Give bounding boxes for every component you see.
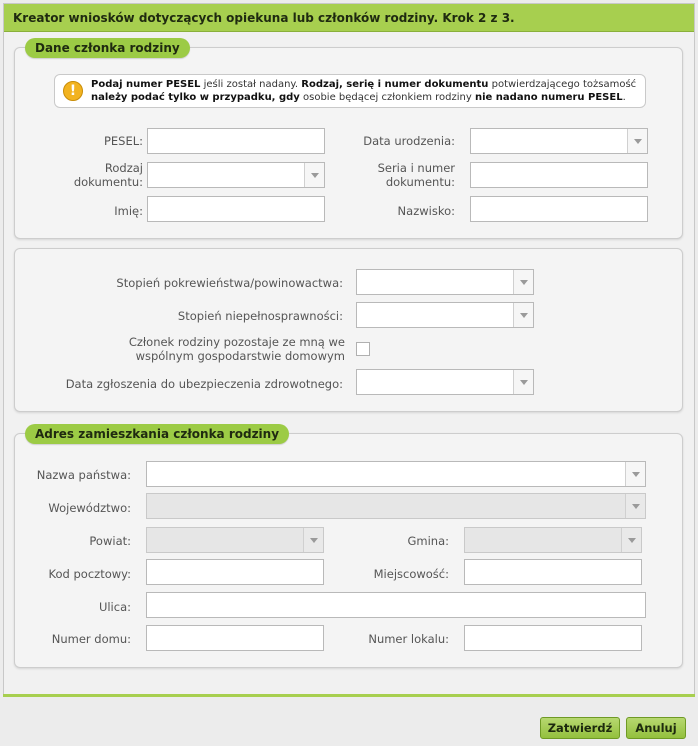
voivodeship-label: Województwo: [48, 501, 131, 515]
flat-number-label: Numer lokalu: [368, 632, 449, 646]
city-label: Miejscowość: [373, 567, 449, 581]
family-relation-panel [14, 248, 683, 412]
commune-label: Gmina: [407, 534, 449, 548]
birth-date-label: Data urodzenia: [363, 134, 455, 148]
street-label: Ulica: [98, 600, 131, 614]
address-legend: Adres zamieszkania członka rodziny [25, 424, 289, 444]
birth-date-select[interactable] [470, 128, 648, 154]
family-member-data-panel [14, 41, 683, 239]
last-name-label: Nazwisko: [397, 204, 455, 218]
document-type-select[interactable] [147, 162, 325, 188]
country-label: Nazwa państwa: [36, 468, 131, 482]
chevron-down-icon[interactable] [513, 270, 533, 294]
chevron-down-icon[interactable] [625, 462, 645, 486]
country-select[interactable] [146, 461, 646, 487]
notice-part: osobie będącej członkiem rodziny [299, 92, 475, 103]
document-type-label: Rodzaj dokumentu: [73, 161, 143, 189]
disability-label: Stopień niepełnosprawności: [177, 309, 343, 323]
first-name-label: Imię: [114, 204, 143, 218]
wizard-title: Kreator wniosków dotyczących opiekuna lub członków rodziny. Krok 2 z 3. [4, 4, 694, 32]
pesel-notice [54, 74, 646, 108]
street-input[interactable] [146, 592, 646, 618]
insurance-date-select[interactable] [356, 369, 534, 395]
warning-icon: ! [63, 81, 83, 101]
insurance-date-label: Data zgłoszenia do ubezpieczenia zdrowotnego: [65, 377, 343, 391]
family-member-data-legend: Dane członka rodziny [25, 38, 190, 58]
chevron-down-icon[interactable] [513, 303, 533, 327]
household-label: Członek rodziny pozostaje ze mną we wspólnym gospodarstwie domowym [128, 335, 345, 363]
city-input[interactable] [464, 559, 642, 585]
chevron-down-icon[interactable] [304, 163, 324, 187]
house-number-label: Numer domu: [51, 632, 131, 646]
notice-part: potwierdzającego tożsamość [488, 79, 637, 90]
first-name-input[interactable] [147, 196, 325, 222]
wizard-window [3, 3, 695, 695]
notice-part: Podaj numer PESEL [91, 79, 201, 90]
address-panel [14, 427, 683, 668]
pesel-label: PESEL: [103, 134, 143, 148]
notice-part: Rodzaj, serię i numer dokumentu [301, 79, 489, 90]
postal-code-input[interactable] [146, 559, 324, 585]
disability-select[interactable] [356, 302, 534, 328]
pesel-input[interactable] [147, 128, 325, 154]
county-select[interactable] [146, 527, 324, 553]
household-checkbox[interactable] [356, 342, 370, 356]
chevron-down-icon[interactable] [513, 370, 533, 394]
house-number-input[interactable] [146, 625, 324, 651]
commune-select[interactable] [464, 527, 642, 553]
chevron-down-icon[interactable] [621, 528, 641, 552]
confirm-button[interactable]: Zatwierdź [540, 717, 620, 739]
relation-label: Stopień pokrewieństwa/powinowactwa: [116, 276, 343, 290]
relation-select[interactable] [356, 269, 534, 295]
document-number-label: Seria i numer dokumentu: [377, 161, 455, 189]
cancel-button[interactable]: Anuluj [626, 717, 686, 739]
chevron-down-icon[interactable] [303, 528, 323, 552]
notice-part: należy podać tylko w przypadku, gdy [91, 92, 300, 103]
last-name-input[interactable] [470, 196, 648, 222]
notice-part: jeśli został nadany. [200, 79, 302, 90]
county-label: Powiat: [89, 534, 131, 548]
footer-divider [3, 694, 695, 697]
chevron-down-icon[interactable] [627, 129, 647, 153]
chevron-down-icon[interactable] [625, 494, 645, 518]
postal-code-label: Kod pocztowy: [48, 567, 131, 581]
notice-part: nie nadano numeru PESEL [474, 92, 623, 103]
flat-number-input[interactable] [464, 625, 642, 651]
notice-part: . [622, 92, 626, 103]
voivodeship-select[interactable] [146, 493, 646, 519]
document-number-input[interactable] [470, 162, 648, 188]
